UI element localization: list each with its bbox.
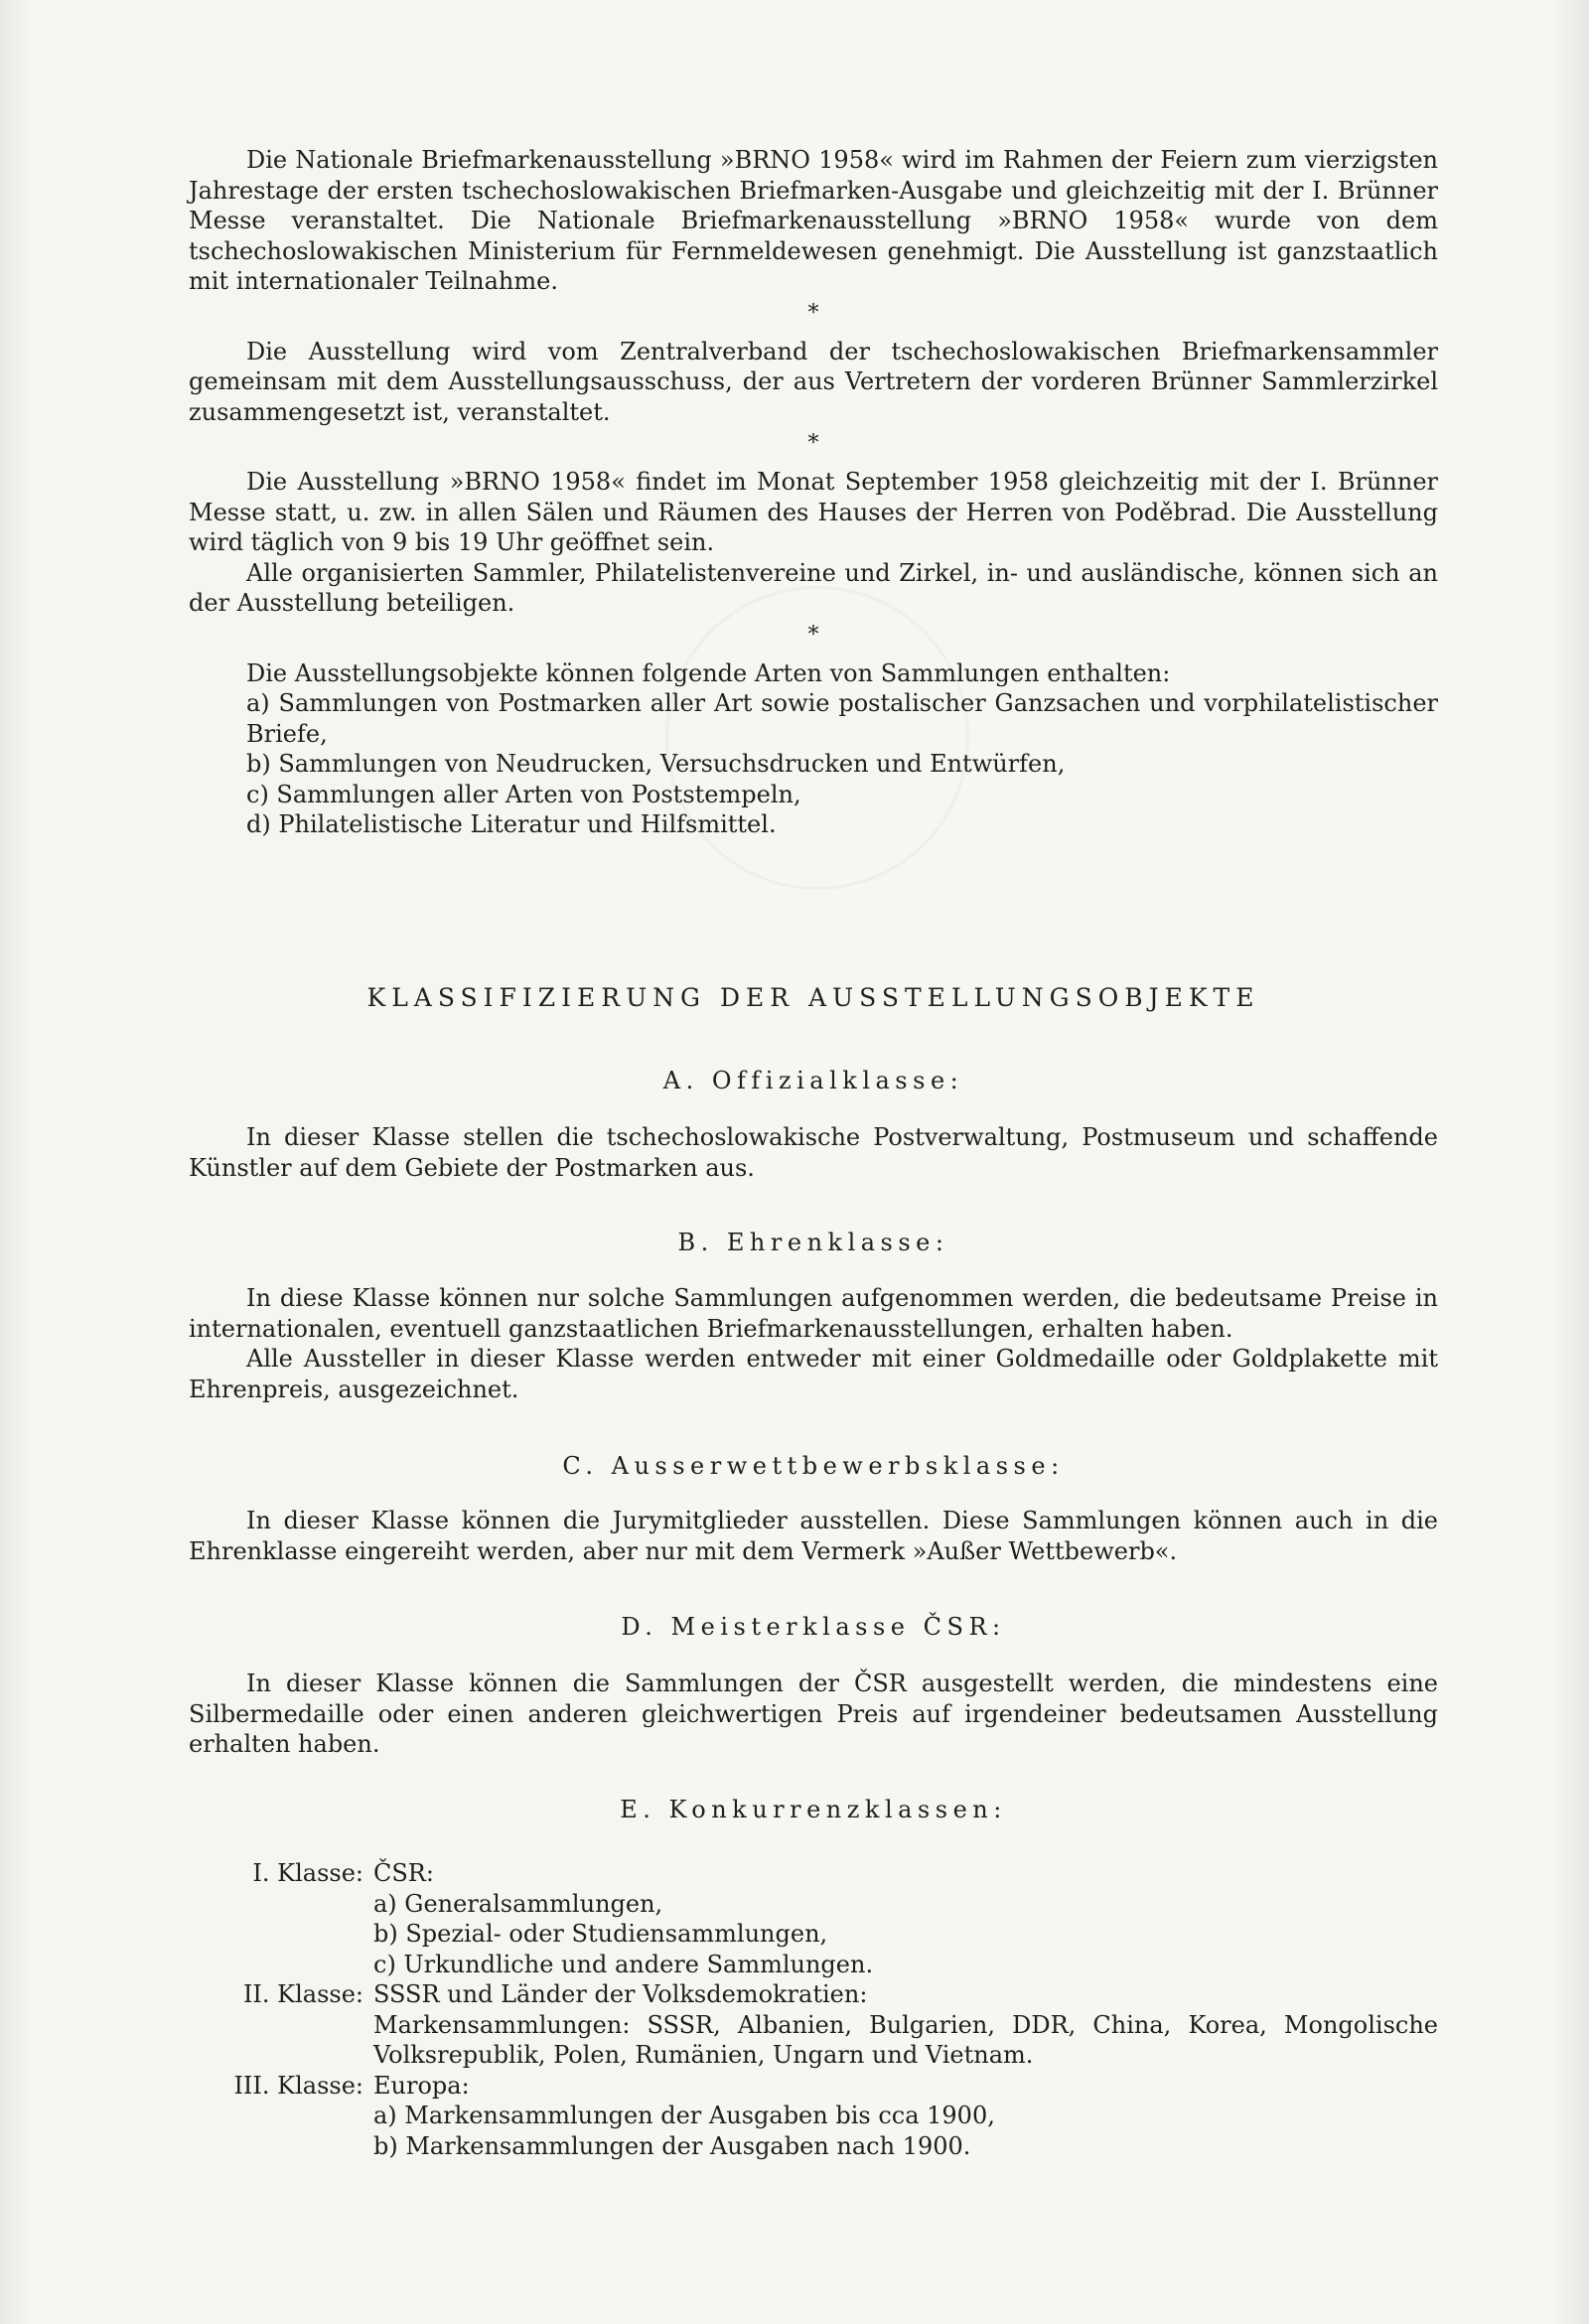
section-a-text: In dieser Klasse stellen die tschechoslowakische Postverwaltung, Postmuseum und schaffende Künstler auf dem Gebiete der Postmarken aus. [189,1123,1438,1182]
intro-paragraph-4: Alle organisierten Sammler, Philatelistenvereine und Zirkel, in- und ausländische, können sich an der Ausstellung beteiligen. [189,558,1438,617]
collection-type-d: d) Philatelistische Literatur und Hilfsmittel. [246,810,777,838]
class-2-text: Markensammlungen: SSSR, Albanien, Bulgarien, DDR, China, Korea, Mongolische Volksrepublik, Polen, Rumänien, Ungarn und Vietnam. [373,2010,1438,2069]
intro-paragraph-2: Die Ausstellung wird vom Zentralverband der tschechoslowakischen Briefmarkensammler gemeinsam mit dem Ausstellungsausschuss, der aus Vertretern der vorderen Brünner Sammlerzirkel zusammengesetzt ist, veranstaltet. [189,337,1438,426]
intro-paragraph-5: Die Ausstellungsobjekte können folgende Arten von Sammlungen enthalten: [246,658,1171,687]
separator-star-2: * [807,431,819,456]
class-3-label: III. Klasse: [233,2071,363,2100]
section-d-text: In dieser Klasse können die Sammlungen der ČSR ausgestellt werden, die mindestens eine Silbermedaille oder einen anderen gleichwertigen Preis auf irgendeiner bedeutsamen Ausstellung erhalten haben. [189,1670,1438,1758]
section-b-text-2: Alle Aussteller in dieser Klasse werden entweder mit einer Goldmedaille oder Goldplakette mit Ehrenpreis, ausgezeichnet. [189,1345,1438,1403]
class-1-item-c: c) Urkundliche und andere Sammlungen. [373,1950,874,1978]
section-b-text-1: In diese Klasse können nur solche Sammlungen aufgenommen werden, die bedeutsame Preise in internationalen, eventuell ganzstaatlichen Briefmarkenausstellungen, erhalten haben. [189,1284,1438,1343]
section-d-title: D. Meisterklasse ČSR: [621,1613,1006,1641]
classification-heading: KLASSIFIZIERUNG DER AUSSTELLUNGSOBJEKTE [366,983,1260,1012]
class-2-label: II. Klasse: [242,1980,363,2008]
class-1-row [189,1858,1438,1889]
competition-classes [189,1858,1438,2161]
separator-star-1: * [807,300,819,326]
class-3-item-a: a) Markensammlungen der Ausgaben bis cca 1900, [373,2102,995,2129]
class-1-item-a: a) Generalsammlungen, [373,1889,663,1918]
class-2-row [189,1979,1438,2010]
section-c-title: C. Ausserwettbewerbsklasse: [562,1452,1065,1480]
intro-paragraph-3: Die Ausstellung »BRNO 1958« findet im Monat September 1958 gleichzeitig mit der I. Brünner Messe statt, u. zw. in allen Sälen und Räumen des Hauses der Herren von Poděbrad. Die Ausstellung wird täglich von 9 bis 19 Uhr geöffnet sein. [189,468,1438,556]
separator-star-3: * [807,622,819,648]
section-b-title: B. Ehrenklasse: [677,1229,949,1256]
section-a-title: A. Offizialklasse: [662,1067,964,1094]
class-3-title: Europa: [373,2071,470,2100]
class-3-row [189,2071,1438,2102]
class-1-item-b: b) Spezial- oder Studiensammlungen, [373,1920,828,1948]
section-e-title: E. Konkurrenzklassen: [620,1796,1007,1823]
intro-paragraph-1: Die Nationale Briefmarkenausstellung »BRNO 1958« wird im Rahmen der Feiern zum vierzigsten Jahrestage der ersten tschechoslowakischen Briefmarken-Ausgabe und gleichzeitig mit der I. Brünner Messe veranstaltet. Die Nationale Briefmarkenausstellung »BRNO 1958« wurde von dem tschechoslowakischen Ministerium für Fernmeldewesen genehmigt. Die Ausstellung ist ganzstaatlich mit internationaler Teilnahme. [189,146,1438,295]
section-a-text-block [189,1122,1438,1183]
section-c-text-block [189,1506,1438,1566]
class-3-item-b: b) Markensammlungen der Ausgaben nach 1900. [373,2131,971,2160]
section-d-text-block [189,1669,1438,1760]
section-c-text: In dieser Klasse können die Jurymitglieder ausstellen. Diese Sammlungen können auch in die Ehrenklasse eingereiht werden, aber nur mit dem Vermerk »Außer Wettbewerb«. [189,1507,1438,1565]
collection-type-c: c) Sammlungen aller Arten von Poststempeln, [246,780,801,808]
collection-type-b: b) Sammlungen von Neudrucken, Versuchsdrucken und Entwürfen, [246,750,1066,778]
class-1-label: I. Klasse: [252,1859,363,1887]
collection-type-a: a) Sammlungen von Postmarken aller Art sowie postalischer Ganzsachen und vorphilatelistischer Briefe, [246,689,1438,748]
class-2-title: SSSR und Länder der Volksdemokratien: [373,1980,868,2008]
section-b-text-block [189,1283,1438,1404]
class-1-title: ČSR: [373,1859,434,1887]
intro-section [189,145,1438,840]
